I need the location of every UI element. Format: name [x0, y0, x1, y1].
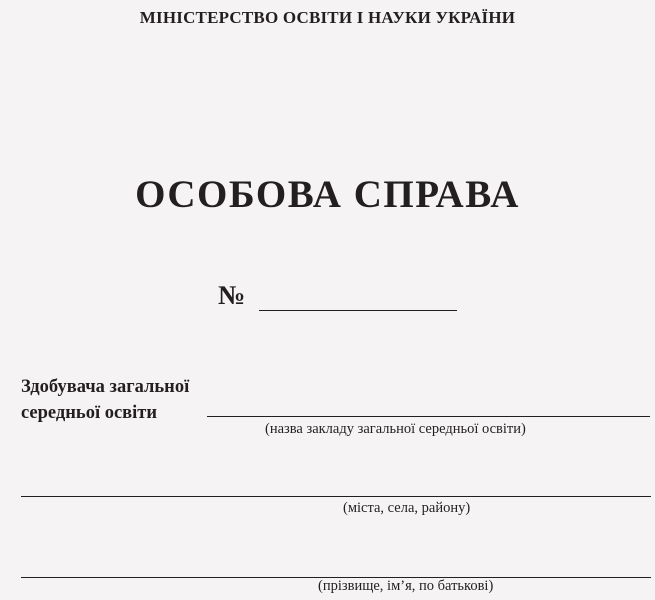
- document-title: ОСОБОВА СПРАВА: [135, 173, 520, 216]
- student-label-line2: середньої освіти: [21, 403, 158, 423]
- city-caption: (міста, села, району): [343, 500, 471, 516]
- number-sign: №: [218, 280, 246, 310]
- school-name-field[interactable]: [207, 416, 650, 417]
- file-number-row: [218, 280, 463, 312]
- school-name-caption: (назва закладу загальної середньої освіти): [265, 421, 526, 437]
- student-label: [21, 374, 189, 426]
- ministry-header: МІНІСТЕРСТВО ОСВІТИ І НАУКИ УКРАЇНИ: [139, 8, 516, 27]
- student-label-line1: Здобувача загальної: [21, 377, 190, 397]
- city-field[interactable]: [21, 496, 651, 497]
- file-number-field[interactable]: [259, 310, 457, 311]
- full-name-caption: (прізвище, ім’я, по батькові): [318, 578, 494, 594]
